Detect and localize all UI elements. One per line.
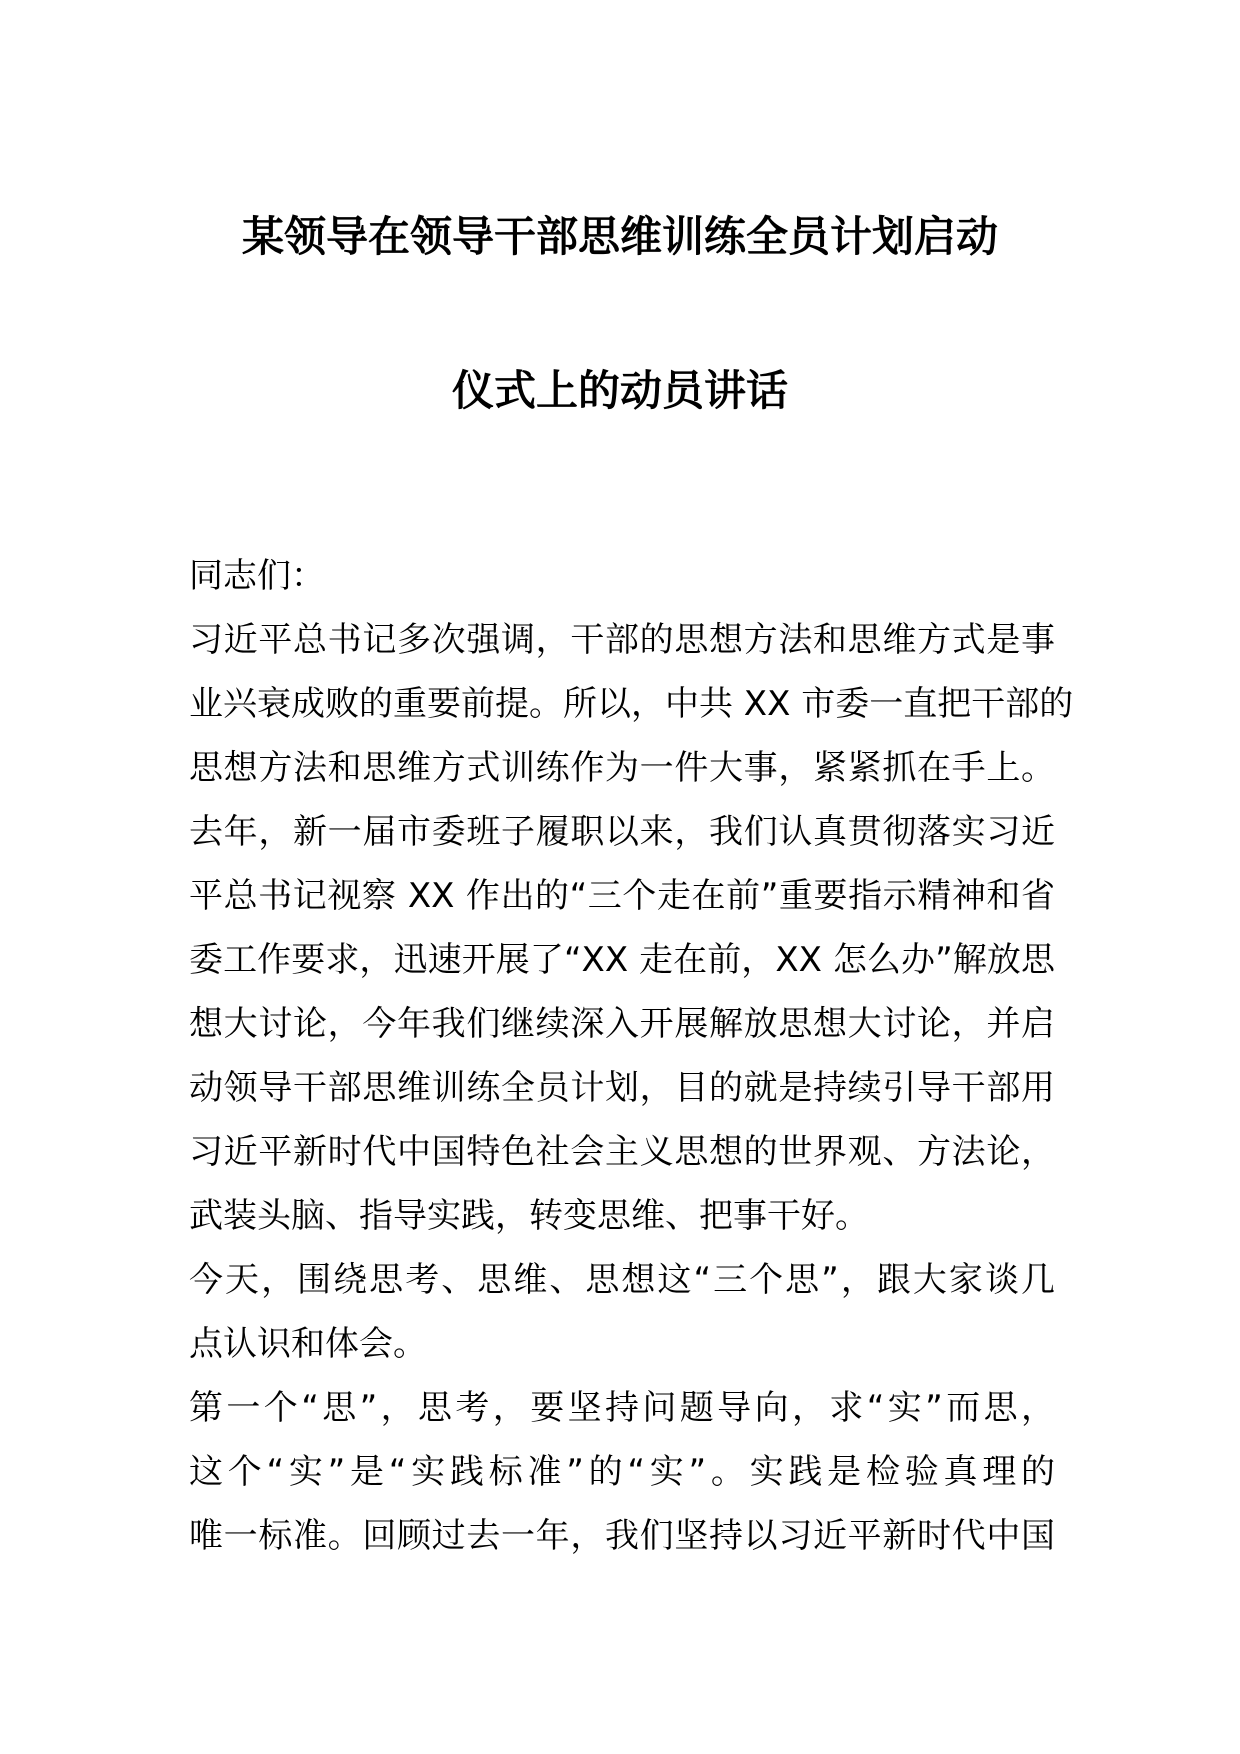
body-line: 这个“实”是“实践标准”的“实”。实践是检验真理的 bbox=[189, 1452, 1055, 1492]
body-line: 点认识和体会。 bbox=[189, 1324, 427, 1364]
body-line: 业兴衰成败的重要前提。所以，中共 XX 市委一直把干部的 bbox=[189, 684, 1074, 724]
body-line: 思想方法和思维方式训练作为一件大事，紧紧抓在手上。 bbox=[189, 748, 1055, 788]
body-line: 武装头脑、指导实践，转变思维、把事干好。 bbox=[189, 1196, 869, 1236]
body-line: 今天，围绕思考、思维、思想这“三个思”，跟大家谈几 bbox=[189, 1260, 1055, 1300]
body-line: 习近平新时代中国特色社会主义思想的世界观、方法论， bbox=[189, 1132, 1055, 1172]
body-line: 唯一标准。回顾过去一年，我们坚持以习近平新时代中国 bbox=[189, 1516, 1055, 1556]
document-title-line-1: 某领导在领导干部思维训练全员计划启动 bbox=[241, 212, 998, 261]
body-line: 习近平总书记多次强调，干部的思想方法和思维方式是事 bbox=[189, 620, 1055, 660]
body-line: 想大讨论，今年我们继续深入开展解放思想大讨论，并启 bbox=[189, 1004, 1055, 1044]
body-line: 委工作要求，迅速开展了“XX 走在前，XX 怎么办”解放思 bbox=[189, 940, 1055, 980]
body-line: 去年，新一届市委班子履职以来，我们认真贯彻落实习近 bbox=[189, 812, 1055, 852]
document-title-line-2: 仪式上的动员讲话 bbox=[451, 366, 788, 415]
salutation: 同志们： bbox=[189, 556, 325, 596]
body-line: 平总书记视察 XX 作出的“三个走在前”重要指示精神和省 bbox=[189, 876, 1055, 916]
body-line: 第一个“思”，思考，要坚持问题导向，求“实”而思， bbox=[189, 1388, 1055, 1428]
body-line: 动领导干部思维训练全员计划，目的就是持续引导干部用 bbox=[189, 1068, 1055, 1108]
